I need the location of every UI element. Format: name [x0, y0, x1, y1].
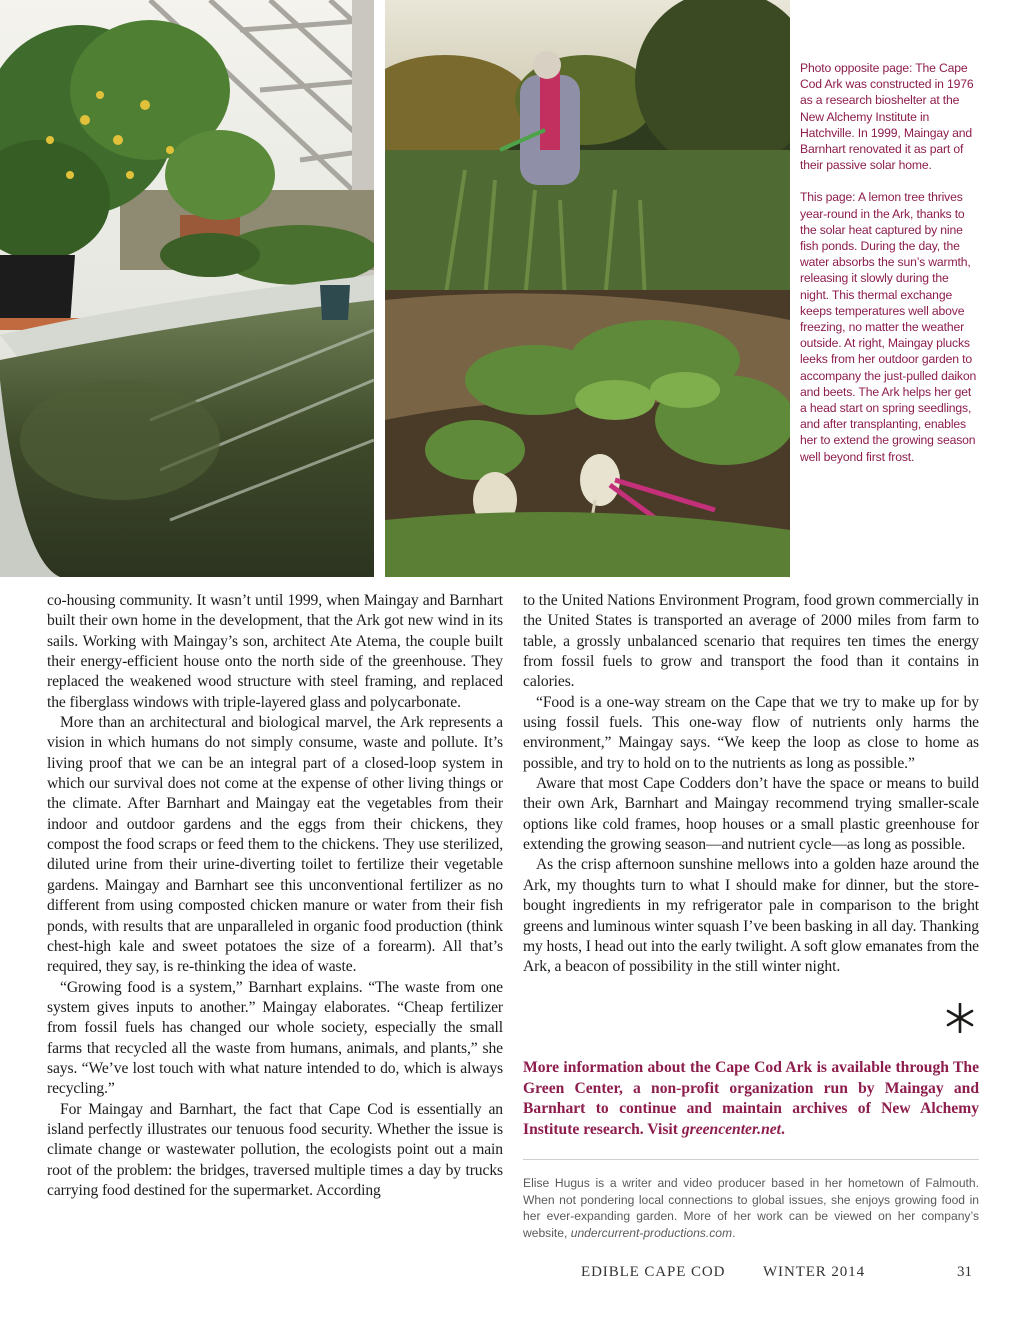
divider — [523, 1159, 979, 1160]
author-bio — [523, 1175, 979, 1242]
author-website-link[interactable]: undercurrent-productions.com — [570, 1226, 733, 1241]
footer-issue: WINTER 2014 — [763, 1264, 865, 1280]
more-info-end: . — [781, 1120, 785, 1138]
paragraph: “Food is a one-way stream on the Cape that we try to make up for by using fossil fuels. This one-way flow of nutrients only harms the environment,” Maingay says. “We keep the loop as close to home as possible, and try to hold on to the nutrients as long as possible.” — [523, 693, 979, 772]
more-info-note — [523, 1058, 979, 1140]
page-number: 31 — [957, 1264, 972, 1280]
article-column-right — [523, 591, 979, 978]
caption-opposite-page: Photo opposite page: The Cape Cod Ark was constructed in 1976 as a research bioshelter at the New Alchemy Institute in Hatchville. In 1999, Maingay and Barnhart renovated it as part of their passive solar home. — [800, 61, 974, 173]
asterisk-icon — [946, 1003, 974, 1033]
caption-this-page: This page: A lemon tree thrives year-round in the Ark, thanks to the solar heat captured by nine fish ponds. During the day, the water absorbs the sun’s warmth, releasing it slowly during the night. This thermal exchange keeps temperatures well above freezing, no matter the weather outside. At right, Maingay plucks leeks from her outdoor garden to accompany the just-pulled daikon and beets. The Ark helps her get a head start on spring seedlings, and after transplanting, enables her to extend the growing season well beyond first frost. — [800, 190, 977, 464]
paragraph: As the crisp afternoon sunshine mellows into a golden haze around the Ark, my thoughts turn to what I should make for dinner, but the store-bought ingredients in my refrigerator pale in comparison to the bright greens and luminous winter squash I’ve been basking in all day. Thanking my hosts, I head out into the early twilight. A soft glow emanates from the Ark, a beacon of possibility in the still winter night. — [523, 856, 979, 976]
photo-caption — [800, 60, 980, 481]
footer-publication: EDIBLE CAPE COD — [581, 1264, 726, 1280]
photo-ark-greenhouse-pond — [0, 0, 374, 577]
paragraph: to the United Nations Environment Program, food grown commercially in the United States is transported an average of 2000 miles from farm to table, a grossly unbalanced scenario that requires ten times the energy from fossil fuels to grow and transport the food than it contains in calories. — [523, 592, 979, 691]
paragraph: For Maingay and Barnhart, the fact that Cape Cod is essentially an island perfectly illustrates our tenuous food security. Whether the issue is climate change or wastewater pollution, the ecologists point out a main root of the problem: the bridges, traversed multiple times a day by trucks carrying food destined for the supermarket. According — [47, 1100, 503, 1199]
article-column-left — [47, 591, 503, 1201]
paragraph: “Growing food is a system,” Barnhart explains. “The waste from one system gives inputs to another.” Maingay elaborates. “Cheap fertilizer from fossil fuels has changed our whole society, especially the small farms that recycled all the waste from humans, animals, and plants,” she says. “We’ve lost touch with what nature intended to do, which is always recycling.” — [47, 978, 503, 1098]
author-bio-text: Elise Hugus is a writer and video producer based in her hometown of Falmouth. When not pondering local connections to global issues, she enjoys growing food in her ever-expanding garden. More of her work can be viewed on her company’s website, — [523, 1176, 979, 1241]
paragraph: More than an architectural and biological marvel, the Ark represents a vision in which humans do not simply consume, waste and pollute. It’s living proof that we can be an integral part of a closed-loop system in which our survival does not come at the expense of other living things or the climate. After Barnhart and Maingay eat the vegetables from their indoor and outdoor gardens and the eggs from their chickens, they compost the food scraps or feed them to the chickens. They use sterilized, diluted urine from their urine-diverting toilet to fertilize their vegetable gardens. Maingay and Barnhart see this unconventional fertilizer as no different from using composted chicken manure or water from their fish ponds, with results that are unparalleled in organic food production (think chest-high kale and sweet potatoes the size of a forearm). All that’s required, they say, is re-thinking the idea of waste. — [47, 714, 503, 976]
author-bio-end: . — [732, 1226, 736, 1241]
paragraph: co-housing community. It wasn’t until 1999, when Maingay and Barnhart built their own home in the development, that the Ark got new wind in its sails. Working with Maingay’s son, architect Ate Atema, the couple built their energy-efficient house onto the north side of the greenhouse. They replaced the weakened wood structure with steel framing, and replaced the fiberglass windows with triple-layered glass and polycarbonate. — [47, 592, 503, 711]
photo-garden-daikon-beets — [385, 0, 790, 577]
paragraph: Aware that most Cape Codders don’t have the space or means to build their own Ark, Barnhart and Maingay recommend trying smaller-scale options like cold frames, hoop houses or a small plastic greenhouse for extending the growing season—and nutrient cycle—as long as possible. — [523, 775, 979, 854]
more-info-text: More information about the Cape Cod Ark is available through The Green Center, a non-profit organization run by Maingay and Barnhart to continue and maintain archives of New Alchemy Institute research. Visit — [523, 1059, 979, 1138]
greencenter-link[interactable]: greencenter.net — [681, 1120, 782, 1138]
